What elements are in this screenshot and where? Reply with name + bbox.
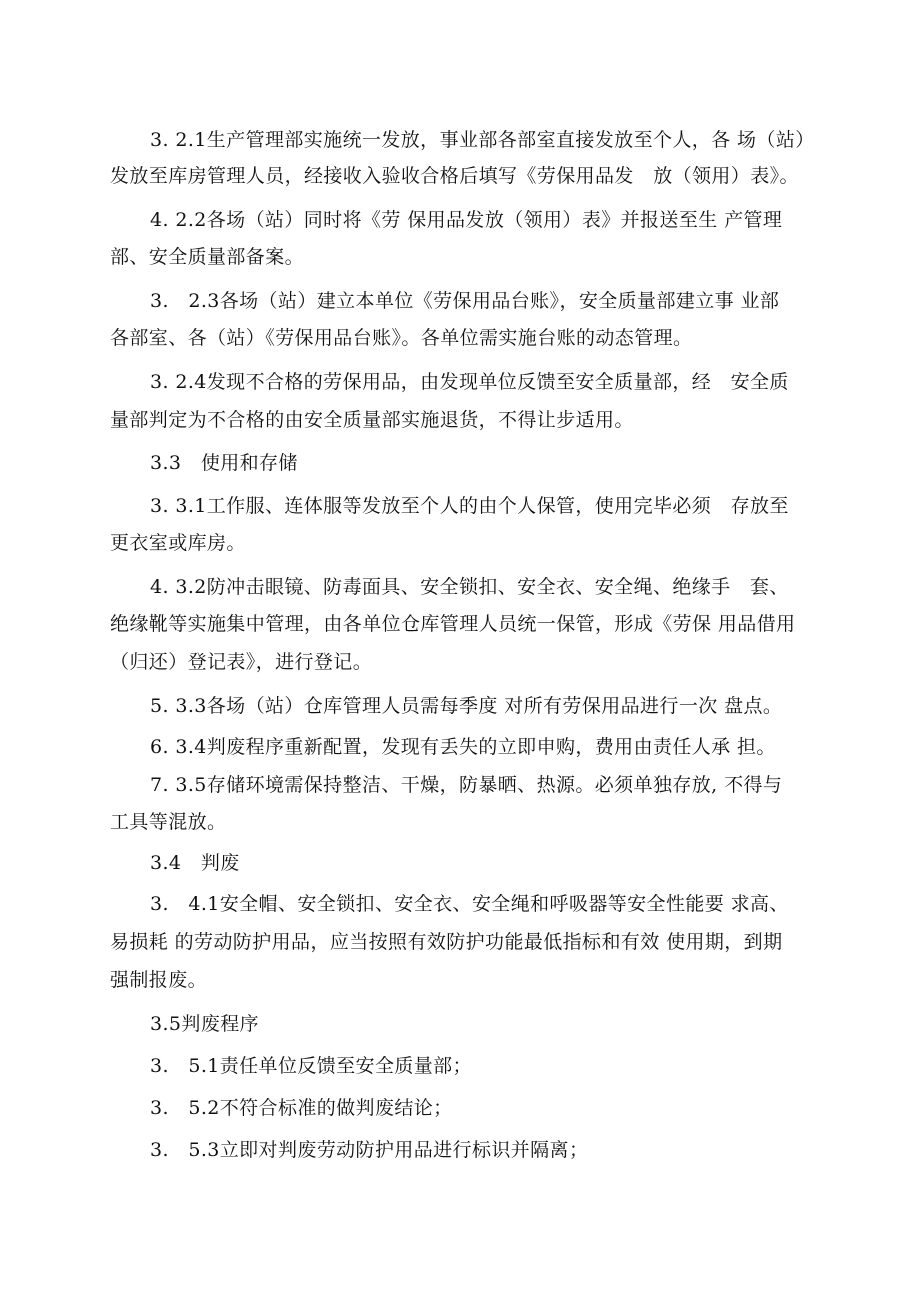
paragraph-line: 3. 2.1生产管理部实施统一发放，事业部各部室直接发放至个人，各 场（站）: [150, 129, 815, 151]
section-heading: 3.5判废程序: [150, 1013, 260, 1035]
paragraph-line: 部、安全质量部备案。: [110, 246, 305, 268]
paragraph-line: 6. 3.4判废程序重新配置，发现有丢失的立即申购，费用由责任人承 担。: [150, 736, 776, 758]
section-heading: 3.3 使用和存储: [150, 452, 298, 474]
paragraph-line: 4. 3.2防冲击眼镜、防毒面具、安全锁扣、安全衣、安全绳、绝缘手 套、: [150, 576, 789, 598]
paragraph-line: 工具等混放。: [110, 811, 227, 833]
paragraph-line: 发放至库房管理人员，经接收入验收合格后填写《劳保用品发 放（领用）表》。: [110, 165, 799, 187]
paragraph-line: 量部判定为不合格的由安全质量部实施退货，不得让步适用。: [110, 409, 634, 431]
paragraph-line: 3. 5.1责任单位反馈至安全质量部；: [150, 1055, 472, 1077]
paragraph-line: 3. 3.1工作服、连体服等发放至个人的由个人保管，使用完毕必须 存放至: [150, 495, 789, 517]
paragraph-line: 更衣室或库房。: [110, 532, 246, 554]
paragraph-line: 强制报废。: [110, 969, 208, 991]
paragraph-line: 3. 4.1安全帽、安全锁扣、安全衣、安全绳和呼吸器等安全性能要 求高、: [150, 893, 789, 915]
paragraph-line: 3. 2.3各场（站）建立本单位《劳保用品台账》，安全质量部建立事 业部: [150, 290, 780, 312]
paragraph-line: 4. 2.2各场（站）同时将《劳 保用品发放（领用）表》并报送至生 产管理: [150, 209, 783, 231]
paragraph-line: 3. 2.4发现不合格的劳保用品，由发现单位反馈至安全质量部，经 安全质: [150, 371, 789, 393]
paragraph-line: 绝缘靴等实施集中管理，由各单位仓库管理人员统一保管，形成《劳保 用品借用: [110, 613, 796, 635]
paragraph-line: 7. 3.5存储环境需保持整洁、干燥，防暴晒、热源。必须单独存放, 不得与: [150, 774, 783, 796]
paragraph-line: 易损耗 的劳动防护用品，应当按照有效防护功能最低指标和有效 使用期，到期: [110, 931, 783, 953]
paragraph-line: 5. 3.3各场（站）仓库管理人员需每季度 对所有劳保用品进行一次 盘点。: [150, 695, 783, 717]
paragraph-line: 3. 5.2不符合标准的做判废结论；: [150, 1097, 453, 1119]
paragraph-line: 3. 5.3立即对判废劳动防护用品进行标识并隔离；: [150, 1139, 589, 1161]
paragraph-line: （归还）登记表》，进行登记。: [110, 651, 373, 673]
section-heading: 3.4 判废: [150, 852, 240, 874]
paragraph-line: 各部室、各（站）《劳保用品台账》。各单位需实施台账的动态管理。: [110, 327, 693, 349]
